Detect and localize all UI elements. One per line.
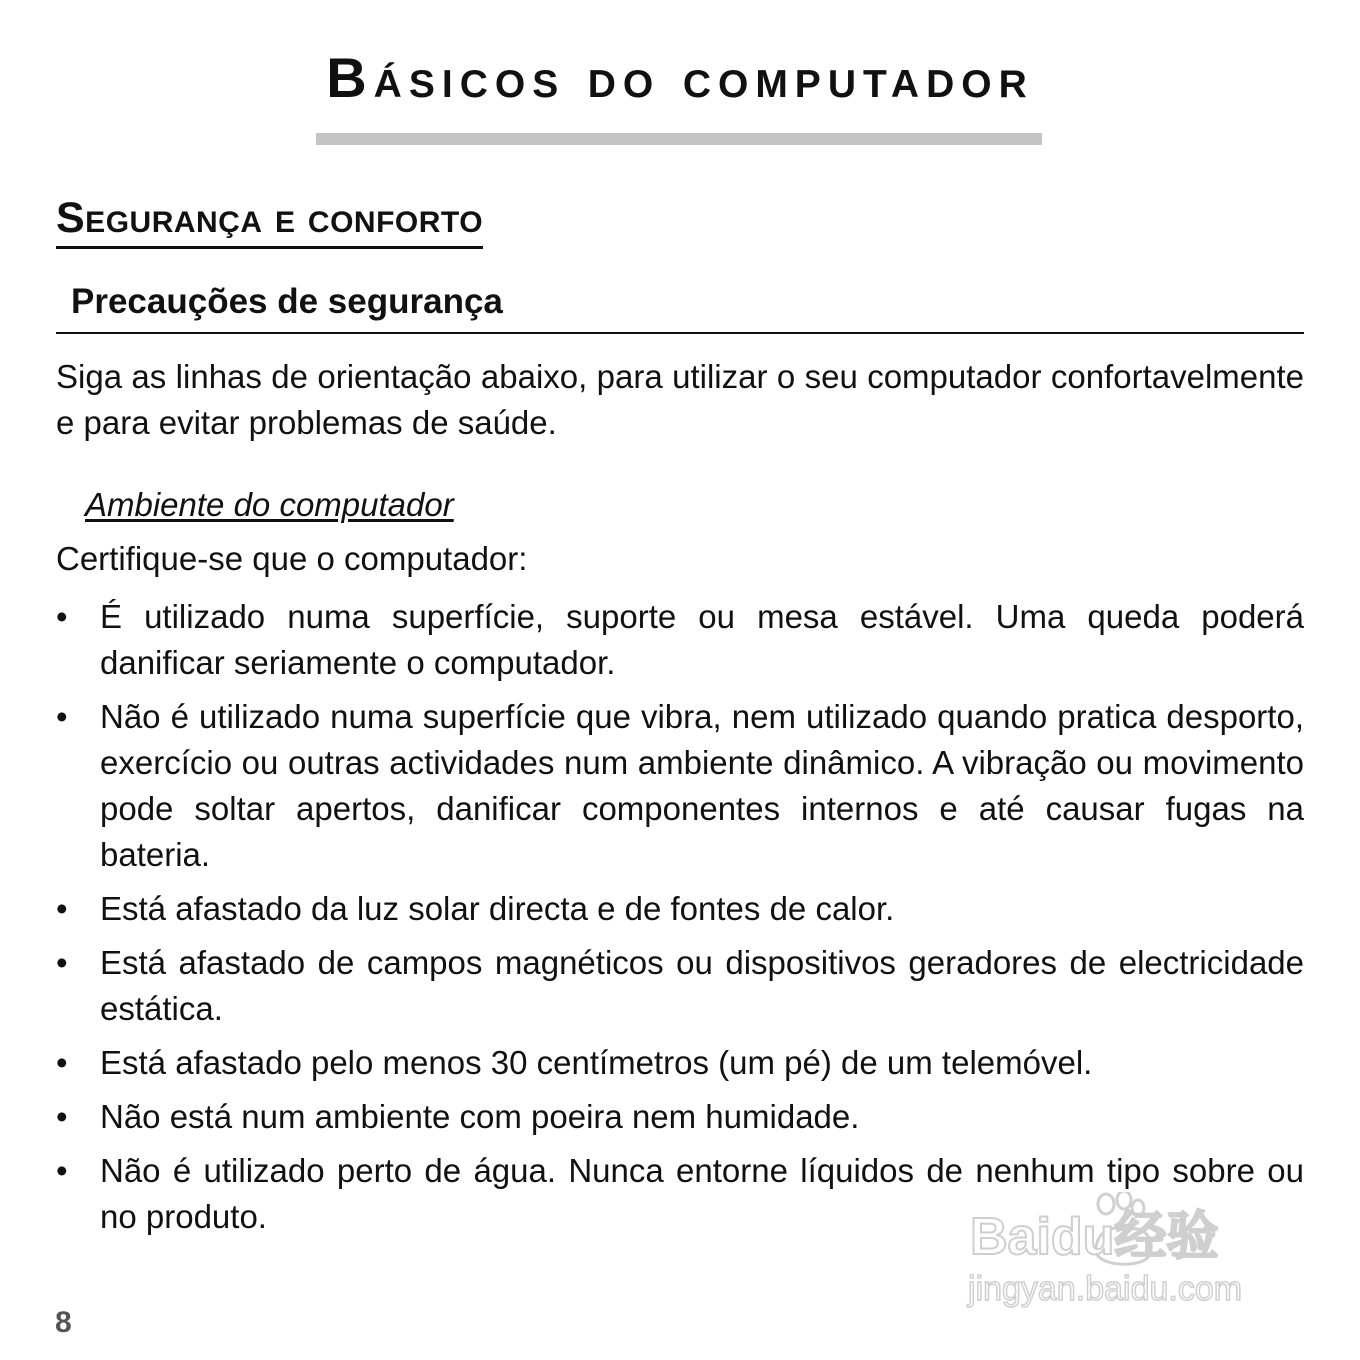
bullet-icon: • <box>56 1152 68 1189</box>
bullet-icon: • <box>56 1098 68 1135</box>
bullet-item <box>56 1094 1304 1140</box>
bullet-text: É utilizado numa superfície, suporte ou mesa estável. Uma queda poderá danificar seriamente o computador. <box>100 598 1304 681</box>
bullet-item <box>56 694 1304 878</box>
bullet-icon: • <box>56 944 68 981</box>
bullet-text: Está afastado da luz solar directa e de fontes de calor. <box>100 890 895 927</box>
bullet-icon: • <box>56 698 68 735</box>
bullet-item <box>56 940 1304 1032</box>
bullet-text: Não está num ambiente com poeira nem humidade. <box>100 1098 860 1135</box>
environment-lead: Certifique-se que o computador: <box>56 540 528 577</box>
page-number: 8 <box>55 1306 72 1339</box>
bullet-text: Não é utilizado numa superfície que vibra, nem utilizado quando pratica desporto, exercício ou outras actividades num ambiente dinâmico. A vibração ou movimento pode soltar apertos, danificar componentes internos e até causar fugas na bateria. <box>100 698 1304 873</box>
bullet-text: Não é utilizado perto de água. Nunca entorne líquidos de nenhum tipo sobre ou no produto. <box>100 1152 1304 1235</box>
section-title: Segurança e conforto <box>56 190 483 249</box>
bullet-item <box>56 1040 1304 1086</box>
chapter-title: Básicos do computador <box>326 46 1034 109</box>
subsection-header <box>56 278 1304 334</box>
bullet-item <box>56 886 1304 932</box>
bullet-text: Está afastado de campos magnéticos ou dispositivos geradores de electricidade estática. <box>100 944 1304 1027</box>
watermark-brand-text: Baidu经验 <box>970 1208 1219 1266</box>
bullet-text: Está afastado pelo menos 30 centímetros (um pé) de um telemóvel. <box>100 1044 1093 1081</box>
bullet-icon: • <box>56 598 68 635</box>
intro-paragraph: Siga as linhas de orientação abaixo, para utilizar o seu computador confortavelmente e para evitar problemas de saúde. <box>56 358 1304 441</box>
chapter-title-rule <box>316 133 1042 145</box>
subsection-title: Precauções de segurança <box>71 282 503 321</box>
bullet-icon: • <box>56 890 68 927</box>
bullet-icon: • <box>56 1044 68 1081</box>
bullet-item <box>56 594 1304 686</box>
environment-bullet-list <box>56 594 1304 1248</box>
baidu-jingyan-watermark <box>966 1192 1286 1312</box>
environment-heading: Ambiente do computador <box>85 486 454 523</box>
watermark-url-text: jingyan.baidu.com <box>968 1270 1243 1308</box>
